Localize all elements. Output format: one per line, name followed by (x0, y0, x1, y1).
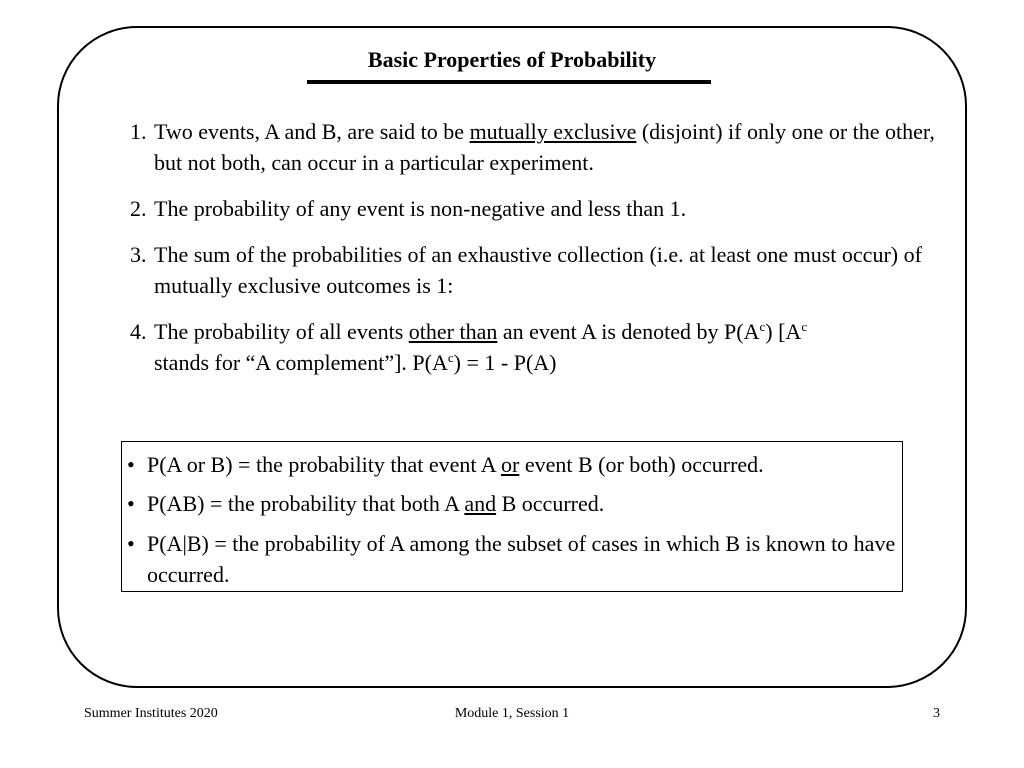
item-text-part: stands for “A complement”]. P(A (154, 350, 448, 375)
definition-bullet-1 (127, 449, 897, 480)
item-text (130, 116, 950, 178)
item-number: 3. (130, 242, 147, 267)
bullet-text: P(A|B) = the probability of A among the subset of cases in which B is known to have occurred. (147, 531, 896, 587)
item-text-part: ) = 1 - P(A) (453, 350, 557, 375)
bullet-text-part: P(A or B) = the probability that event A (147, 452, 501, 477)
item-text: The probability of any event is non-negative and less than 1. (154, 196, 687, 221)
underlined-term: and (464, 491, 497, 516)
underlined-term: mutually exclusive (469, 119, 637, 144)
item-number: 1. (130, 119, 147, 144)
bullet-text-part: event B (or both) occurred. (519, 452, 764, 477)
bullet-text-part: B occurred. (496, 491, 605, 516)
bullet-text (127, 449, 897, 480)
item-text-part: Two events, A and B, are said to be (154, 119, 470, 144)
item-text (130, 316, 950, 378)
title-underline (307, 80, 711, 84)
bullet-icon: • (127, 491, 135, 516)
item-number: 2. (130, 196, 147, 221)
item-number: 4. (130, 319, 147, 344)
definition-bullet-3 (127, 528, 897, 590)
item-text-part: ) [A (765, 319, 802, 344)
page-number: 3 (933, 706, 940, 721)
property-item-2 (130, 193, 950, 224)
footer-module: Module 1, Session 1 (454, 706, 570, 721)
item-text-part: The probability of all events (154, 319, 409, 344)
bullet-icon: • (127, 531, 135, 556)
underlined-term: other than (408, 319, 498, 344)
definition-bullet-2 (127, 488, 897, 519)
item-text-part: an event A is denoted by P(A (497, 319, 760, 344)
slide-title: Basic Properties of Probability (367, 47, 657, 72)
superscript-c: c (447, 350, 454, 365)
bullet-text (127, 488, 897, 519)
underlined-term: or (500, 452, 520, 477)
property-item-4 (130, 316, 950, 378)
property-item-3 (130, 239, 950, 301)
superscript-c: c (801, 319, 808, 334)
item-text-part: (disjoint) if only one or the other, but not both, can occur in a particular experiment. (154, 119, 935, 175)
property-item-1 (130, 116, 950, 178)
item-text: The sum of the probabilities of an exhaustive collection (i.e. at least one must occur) of mutually exclusive outcomes is 1: (154, 242, 922, 298)
bullet-icon: • (127, 452, 135, 477)
superscript-c: c (759, 319, 766, 334)
bullet-text-part: P(AB) = the probability that both A (147, 491, 465, 516)
footer-institution: Summer Institutes 2020 (84, 706, 218, 721)
